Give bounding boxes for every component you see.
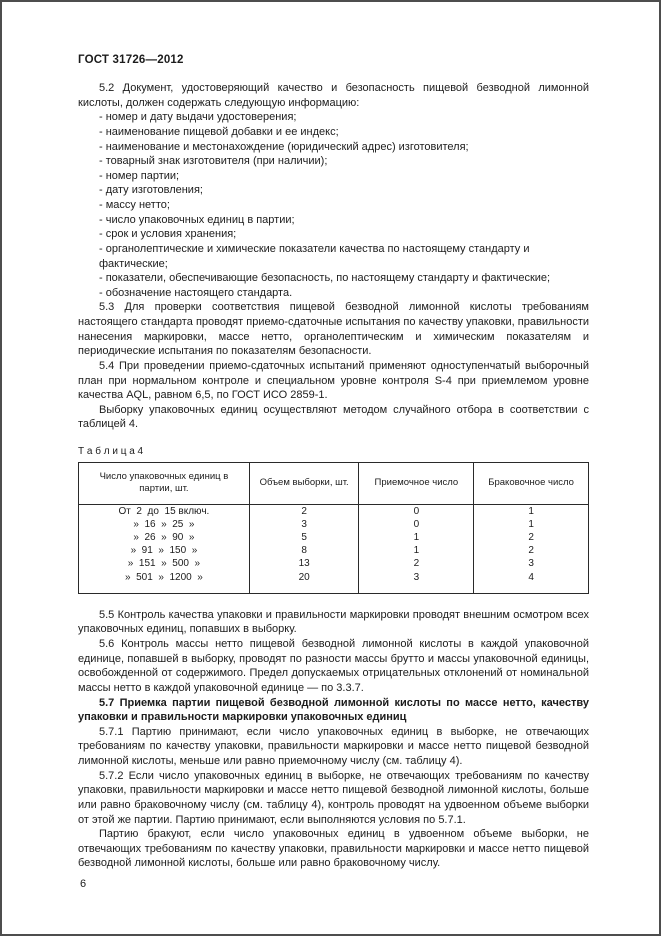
list-item: - массу нетто; xyxy=(99,199,170,211)
cell-range: От 2 до 15 включ. xyxy=(79,504,250,518)
cell-sample-size: 8 xyxy=(249,544,359,557)
list-item: - наименование и местонахождение (юридический адрес) изготовителя; xyxy=(99,140,469,153)
cell-sample-size: 5 xyxy=(249,531,359,544)
cell-acceptance-number: 3 xyxy=(359,571,474,594)
table-row xyxy=(79,531,589,544)
para-5-4: 5.4 При проведении приемо-сдаточных испытаний применяют одноступенчатый выборочный план при нормальном контроле и специальном уровне контроля S-4 при приемлемом уровне качества AQL, равном 6,5, по ГОСТ ИСО 2859-1. xyxy=(78,359,589,402)
list-item: - товарный знак изготовителя (при наличии); xyxy=(99,155,328,168)
list-item: - обозначение настоящего стандарта. xyxy=(99,286,293,299)
table-4 xyxy=(78,462,589,594)
column-header-sample-size: Объем выборки, шт. xyxy=(249,463,359,505)
cell-range: » 91 » 150 » xyxy=(79,544,250,557)
list-5-2 xyxy=(78,110,589,300)
para-5-2: 5.2 Документ, удостоверяющий качество и безопасность пищевой безводной лимонной кислоты, должен содержать следующую информацию: xyxy=(78,82,589,109)
cell-acceptance-number: 0 xyxy=(359,518,474,531)
table-header-row xyxy=(79,463,589,505)
cell-range: » 501 » 1200 » xyxy=(79,571,250,594)
list-item: - органолептические и химические показатели качества по настоящему стандарту и фактические; xyxy=(99,242,530,270)
cell-sample-size: 13 xyxy=(249,557,359,570)
document-content xyxy=(2,2,659,871)
list-item: - номер и дату выдачи удостоверения; xyxy=(99,111,297,124)
table-row xyxy=(79,504,589,518)
list-item: - наименование пищевой добавки и ее индекс; xyxy=(99,125,339,138)
para-rejection: Партию бракуют, если число упаковочных единиц в удвоенном объеме выборки, не отвечающих требованиям по качеству упаковки, правильности маркировки и массе нетто пищевой безводной лимонной кислоты, больше или равно браковочному числу. xyxy=(78,828,589,870)
para-5-6: 5.6 Контроль массы нетто пищевой безводной лимонной кислоты в каждой упаковочной единице, попавшей в выборку, проводят по разности массы брутто и массы упаковочной единицы, освобожденной от содержимого. Предел допускаемых отрицательных отклонений от номинальной массы нетто в каждой упаковочной единице — по 3.3.7. xyxy=(78,638,589,694)
list-item: - номер партии; xyxy=(99,169,180,182)
cell-acceptance-number: 1 xyxy=(359,531,474,544)
table-caption: Т а б л и ц а 4 xyxy=(78,446,144,457)
para-5-4-sampling: Выборку упаковочных единиц осуществляют методом случайного отбора в соответствии с таблицей 4. xyxy=(78,403,589,431)
para-5-3: 5.3 Для проверки соответствия пищевой безводной лимонной кислоты требованиям настоящего стандарта проводят приемо-сдаточные испытания по качеству упаковки, правильности нанесения маркировки, массе нетто, органолептическим и химическим показателям и периодические испытания по показателям безопасности. xyxy=(78,301,589,358)
cell-range: » 16 » 25 » xyxy=(79,518,250,531)
table-row xyxy=(79,571,589,594)
cell-range: » 151 » 500 » xyxy=(79,557,250,570)
para-5-7-1: 5.7.1 Партию принимают, если число упаковочных единиц в выборке, не отвечающих требованиям по качеству упаковки, правильности маркировки и массе нетто пищевой безводной лимонной кислоты, меньше или равно приемочному числу (см. таблицу 4). xyxy=(78,725,589,768)
cell-rejection-number: 2 xyxy=(474,531,589,544)
cell-sample-size: 3 xyxy=(249,518,359,531)
cell-rejection-number: 1 xyxy=(474,518,589,531)
document-standard-title: ГОСТ 31726—2012 xyxy=(78,54,184,66)
column-header-acceptance-number: Приемочное число xyxy=(359,463,474,505)
cell-acceptance-number: 1 xyxy=(359,544,474,557)
page-number: 6 xyxy=(80,878,87,890)
column-header-rejection-number: Браковочное число xyxy=(474,463,589,505)
cell-rejection-number: 1 xyxy=(474,504,589,518)
table-body xyxy=(79,504,589,593)
para-5-7-2: 5.7.2 Если число упаковочных единиц в выборке, не отвечающих требованиям по качеству упаковки, правильности маркировки и массе нетто пищевой безводной лимонной кислоты, больше или равно браковочному числу (см. таблицу 4), контроль проводят на удвоенном объеме выборки от этой же партии. Партию принимают, если выполняются условия по 5.7.1. xyxy=(78,769,589,826)
cell-rejection-number: 2 xyxy=(474,544,589,557)
cell-rejection-number: 4 xyxy=(474,571,589,594)
list-item: - срок и условия хранения; xyxy=(99,228,237,241)
cell-sample-size: 20 xyxy=(249,571,359,594)
table-row xyxy=(79,518,589,531)
list-item: - показатели, обеспечивающие безопасность, по настоящему стандарту и фактические; xyxy=(99,272,551,285)
list-item: - дату изготовления; xyxy=(99,184,203,197)
table-row xyxy=(79,557,589,570)
cell-sample-size: 2 xyxy=(249,504,359,518)
table-row xyxy=(79,544,589,557)
list-item: - число упаковочных единиц в партии; xyxy=(99,213,295,226)
para-5-7-heading: 5.7 Приемка партии пищевой безводной лимонной кислоты по массе нетто, качеству упаковки и правильности маркировки упаковочных единиц xyxy=(78,696,589,724)
cell-acceptance-number: 0 xyxy=(359,504,474,518)
cell-range: » 26 » 90 » xyxy=(79,531,250,544)
column-header-units: Число упаковочных единиц в партии, шт. xyxy=(79,463,250,505)
cell-rejection-number: 3 xyxy=(474,557,589,570)
cell-acceptance-number: 2 xyxy=(359,557,474,570)
para-5-5: 5.5 Контроль качества упаковки и правильности маркировки проводят внешним осмотром всех упаковочных единиц, попавших в выборку. xyxy=(78,608,589,636)
